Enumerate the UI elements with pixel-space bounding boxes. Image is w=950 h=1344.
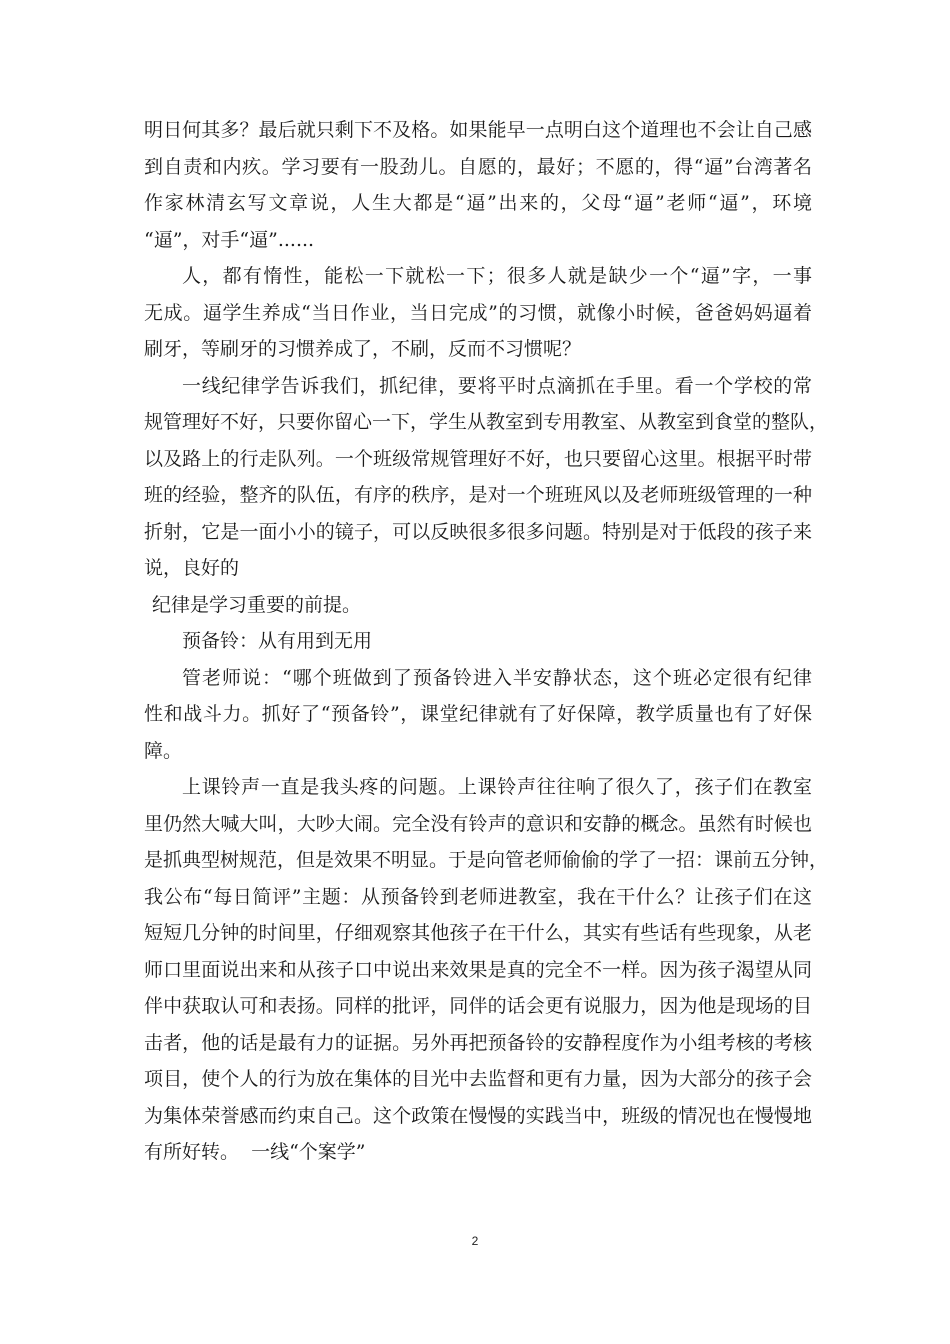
text-line: 刷牙，等刷牙的习惯养成了，不刷，反而不习惯呢？ <box>144 338 582 360</box>
text-line: 班的经验，整齐的队伍，有序的秩序，是对一个班班风以及老师班级管理的一种 <box>144 484 812 506</box>
paragraph-start-line: 人，都有惰性，能松一下就松一下；很多人就是缺少一个“逼”字，一事 <box>182 265 812 287</box>
paragraph-start-line: 一线纪律学告诉我们，抓纪律，要将平时点滴抓在手里。看一个学校的常 <box>182 374 812 397</box>
paragraph-start-line: 上课铃声一直是我头疼的问题。上课铃声往往响了很久了，孩子们在教室 <box>182 776 812 798</box>
text-line: 里仍然大喊大叫，大吵大闹。完全没有铃声的意识和安静的概念。虽然有时候也 <box>144 812 812 835</box>
page-number: 2 <box>471 1234 479 1248</box>
text-line: 是抓典型树规范，但是效果不明显。于是向管老师偷偷的学了一招：课前五分钟， <box>144 849 829 871</box>
text-line: 纪律是学习重要的前提。 <box>152 593 362 616</box>
text-line: 为集体荣誉感而约束自己。这个政策在慢慢的实践当中，班级的情况也在慢慢地 <box>144 1104 812 1127</box>
text-line: 折射，它是一面小小的镜子，可以反映很多很多问题。特别是对于低段的孩子来 <box>144 520 812 543</box>
text-line: “逼”，对手“逼”...... <box>144 228 315 251</box>
text-line: 作家林清玄写文章说，人生大都是“逼”出来的，父母“逼”老师“逼”，环境 <box>144 192 812 214</box>
text-line: 有所好转。 一线“个案学” <box>144 1141 366 1163</box>
text-line: 以及路上的行走队列。一个班级常规管理好不好，也只要留心这里。根据平时带 <box>144 447 812 470</box>
text-line: 击者，他的话是最有力的证据。另外再把预备铃的安静程度作为小组考核的考核 <box>144 1031 812 1054</box>
text-line: 伴中获取认可和表扬。同样的批评，同伴的话会更有说服力，因为他是现场的目 <box>144 995 812 1017</box>
text-line: 障。 <box>144 739 183 762</box>
text-line: 无成。逼学生养成“当日作业，当日完成”的习惯，就像小时候，爸爸妈妈逼着 <box>144 301 812 324</box>
text-line: 说，良好的 <box>144 557 240 579</box>
text-line: 到自责和内疚。学习要有一股劲儿。自愿的，最好；不愿的，得“逼”台湾著名 <box>144 155 812 178</box>
section-heading: 预备铃：从有用到无用 <box>182 630 373 652</box>
text-line: 师口里面说出来和从孩子口中说出来效果是真的完全不一样。因为孩子渴望从同 <box>144 958 812 981</box>
text-line: 规管理好不好，只要你留心一下，学生从教室到专用教室、从教室到食堂的整队， <box>144 411 829 433</box>
text-line: 项目，使个人的行为放在集体的目光中去监督和更有力量，因为大部分的孩子会 <box>144 1068 812 1090</box>
document-body <box>144 112 829 1171</box>
paragraph-start-line: 管老师说：“哪个班做到了预备铃进入半安静状态，这个班必定很有纪律 <box>182 666 812 689</box>
text-line: 明日何其多？最后就只剩下不及格。如果能早一点明白这个道理也不会让自己感 <box>144 119 812 141</box>
text-line: 短短几分钟的时间里，仔细观察其他孩子在干什么，其实有些话有些现象，从老 <box>144 922 812 944</box>
text-line: 性和战斗力。抓好了“预备铃”，课堂纪律就有了好保障，教学质量也有了好保 <box>144 703 812 725</box>
text-line: 我公布“每日简评”主题：从预备铃到老师进教室，我在干什么？让孩子们在这 <box>144 885 812 908</box>
